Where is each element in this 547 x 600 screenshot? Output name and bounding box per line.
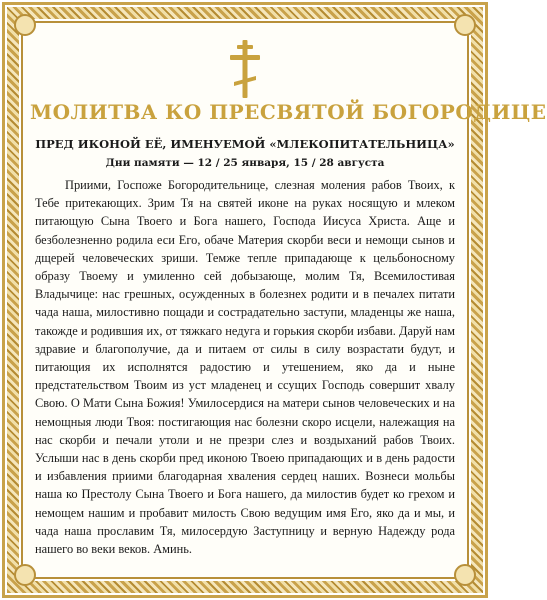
corner-ornament-bottom-left	[14, 564, 36, 586]
memory-days: Дни памяти — 12 / 25 января, 15 / 28 августа	[105, 157, 385, 169]
corner-ornament-top-left	[14, 14, 36, 36]
icon-name-subtitle: ПРЕД ИКОНОЙ ЕЁ, ИМЕНУЕМОЙ «МЛЕКОПИТАТЕЛЬНИЦА»	[35, 137, 455, 151]
orthodox-cross-icon	[228, 38, 262, 100]
corner-ornament-top-right	[454, 14, 476, 36]
prayer-title: МОЛИТВА КО ПРЕСВЯТОЙ БОГОРОДИЦЕ	[30, 100, 547, 124]
corner-ornament-bottom-right	[454, 564, 476, 586]
prayer-body: Приими, Госпоже Богородительнице, слезная моления рабов Твоих, к Тебе притекающих. Зрим Тя на святей иконе на руках носящую и млеком питающую Сына Твоего и Бога нашего, Господа Иисуса Христа. Аще и безболезненно родила еси Его, обаче Материя скорби веси и немощи сынов и дщерей человеческих зриши. Темже тепле припадающе к цельбоносному образу Твоему и умиленно сей добызающе, молим Тя, Всемилостивая Владычице: нас грешных, осужденных в болезнех родити и в печалех питати чада наша, милостивно пощади и сострадательно заступи, младенцы же наша, такожде и родившия их, от тяжкаго недуга и горькия скорби избави. Даруй нам здравие и благополучие, да и питаем от силы в силу возрастати будут, и питающия их исполнятся радостию и утешением, яко да и ныне предстательством Твоим из уст младенец и ссущих Господь совершит хвалу Свою. О Мати Сына Божия! Умилосердися на матери сынов человеческих и на немощныя люди Твоя: постигающия нас болезни скоро исцели, належащия на нас скорби и печали утоли и не презри слез и воздыханий рабов Твоих. Услыши нас в день скорби пред иконою Твоею припадающих и в день радости и избавления приими благодарная хваления сердец наших. Вознеси мольбы наша ко Престолу Сына Твоего и Бога нашего, да милостив будет ко грехом и немощем нашим и пробавит милость Свою ведущим имя Его, яко да и мы, и чада наша прославим Тя, милосердую Заступницу и верную Надежду рода нашего во веки веков. Аминь.	[35, 178, 455, 557]
